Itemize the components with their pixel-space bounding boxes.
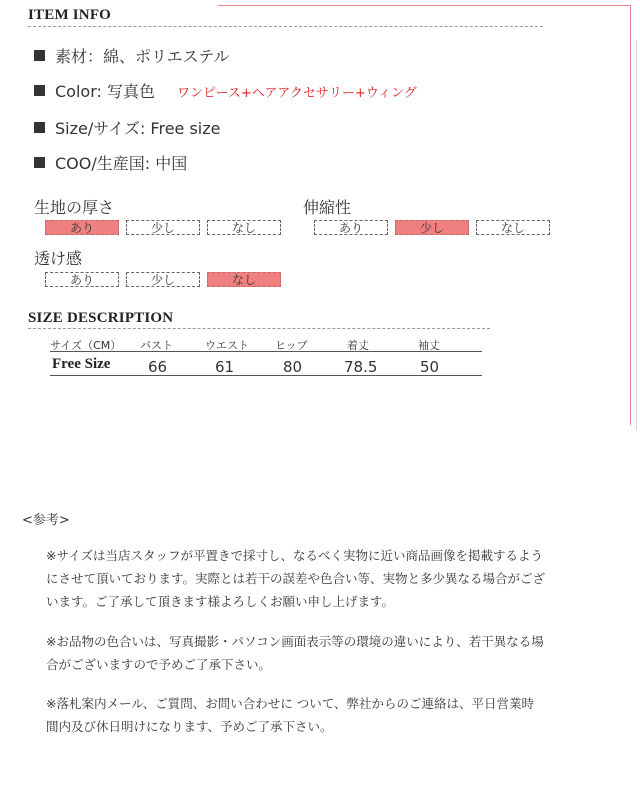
reference-note: ※サイズは当店スタッフが平置きで採寸し、なるべく実物に近い商品画像を掲載するようにさせて頂いております。実際とは若干の誤差や色合い等、実物と多少異なる場合がございます。ご了承して頂きます様よろしくお願い申し上げます。: [46, 548, 546, 609]
size-col-header: ヒップ: [275, 339, 308, 352]
color-row: [34, 79, 417, 102]
color-note: ワンピース+ヘアアクセサリー+ウィング: [176, 86, 417, 101]
size-value: 80: [283, 358, 303, 376]
size-col-header: サイズ（CM）: [50, 339, 122, 352]
size-description-heading: SIZE DESCRIPTION: [28, 310, 174, 326]
size-col-header: バスト: [140, 339, 173, 352]
sheer-option: あり: [45, 272, 119, 287]
material-row: [34, 44, 230, 67]
size-col-header: 着丈: [347, 339, 369, 352]
decorative-right-gray-line: [636, 40, 637, 430]
size-description-divider: [28, 328, 490, 329]
size-row-label: Free Size: [52, 356, 111, 372]
size-value: 50: [420, 358, 440, 376]
reference-note: ※落札案内メール、ご質問、お問い合わせに ついて、弊社からのご連絡は、平日営業時間内及び休日明けになります、予めご了承下さい。: [46, 696, 534, 734]
stretch-option: なし: [476, 220, 550, 235]
bullet-square-icon: [34, 157, 45, 168]
decorative-right-line: [630, 5, 631, 425]
size-row-rule: [50, 375, 482, 376]
bullet-square-icon: [34, 50, 45, 61]
stretch-option: あり: [314, 220, 388, 235]
thickness-option: あり: [45, 220, 119, 235]
bullet-square-icon: [34, 85, 45, 96]
item-info-divider: [28, 26, 543, 27]
coo-text: COO/生産国: 中国: [55, 154, 188, 173]
stretch-label: 伸縮性: [303, 198, 352, 217]
size-value: 78.5: [344, 358, 378, 376]
size-col-header: ウエスト: [205, 339, 249, 352]
thickness-option: 少し: [126, 220, 200, 235]
coo-row: [34, 151, 187, 174]
color-text: Color: 写真色: [55, 82, 155, 101]
reference-note: ※お品物の色合いは、写真撮影・パソコン画面表示等の環境の違いにより、若干異なる場合がございますので予めご了承下さい。: [46, 634, 544, 672]
size-header-rule: [50, 351, 482, 352]
size-row: [34, 116, 221, 139]
reference-title: <参考>: [22, 513, 70, 528]
size-text: Size/サイズ: Free size: [55, 119, 221, 138]
thickness-option: なし: [207, 220, 281, 235]
size-col-header: 袖丈: [418, 339, 440, 352]
size-value: 61: [215, 358, 235, 376]
decorative-top-line: [218, 5, 630, 6]
thickness-label: 生地の厚さ: [34, 198, 115, 217]
size-value: 66: [148, 358, 168, 376]
sheer-option: 少し: [126, 272, 200, 287]
sheer-label: 透け感: [34, 249, 83, 268]
material-text: 素材：綿、ポリエステル: [55, 47, 230, 66]
stretch-option: 少し: [395, 220, 469, 235]
sheer-option: なし: [207, 272, 281, 287]
bullet-square-icon: [34, 122, 45, 133]
item-info-heading: ITEM INFO: [28, 7, 112, 23]
